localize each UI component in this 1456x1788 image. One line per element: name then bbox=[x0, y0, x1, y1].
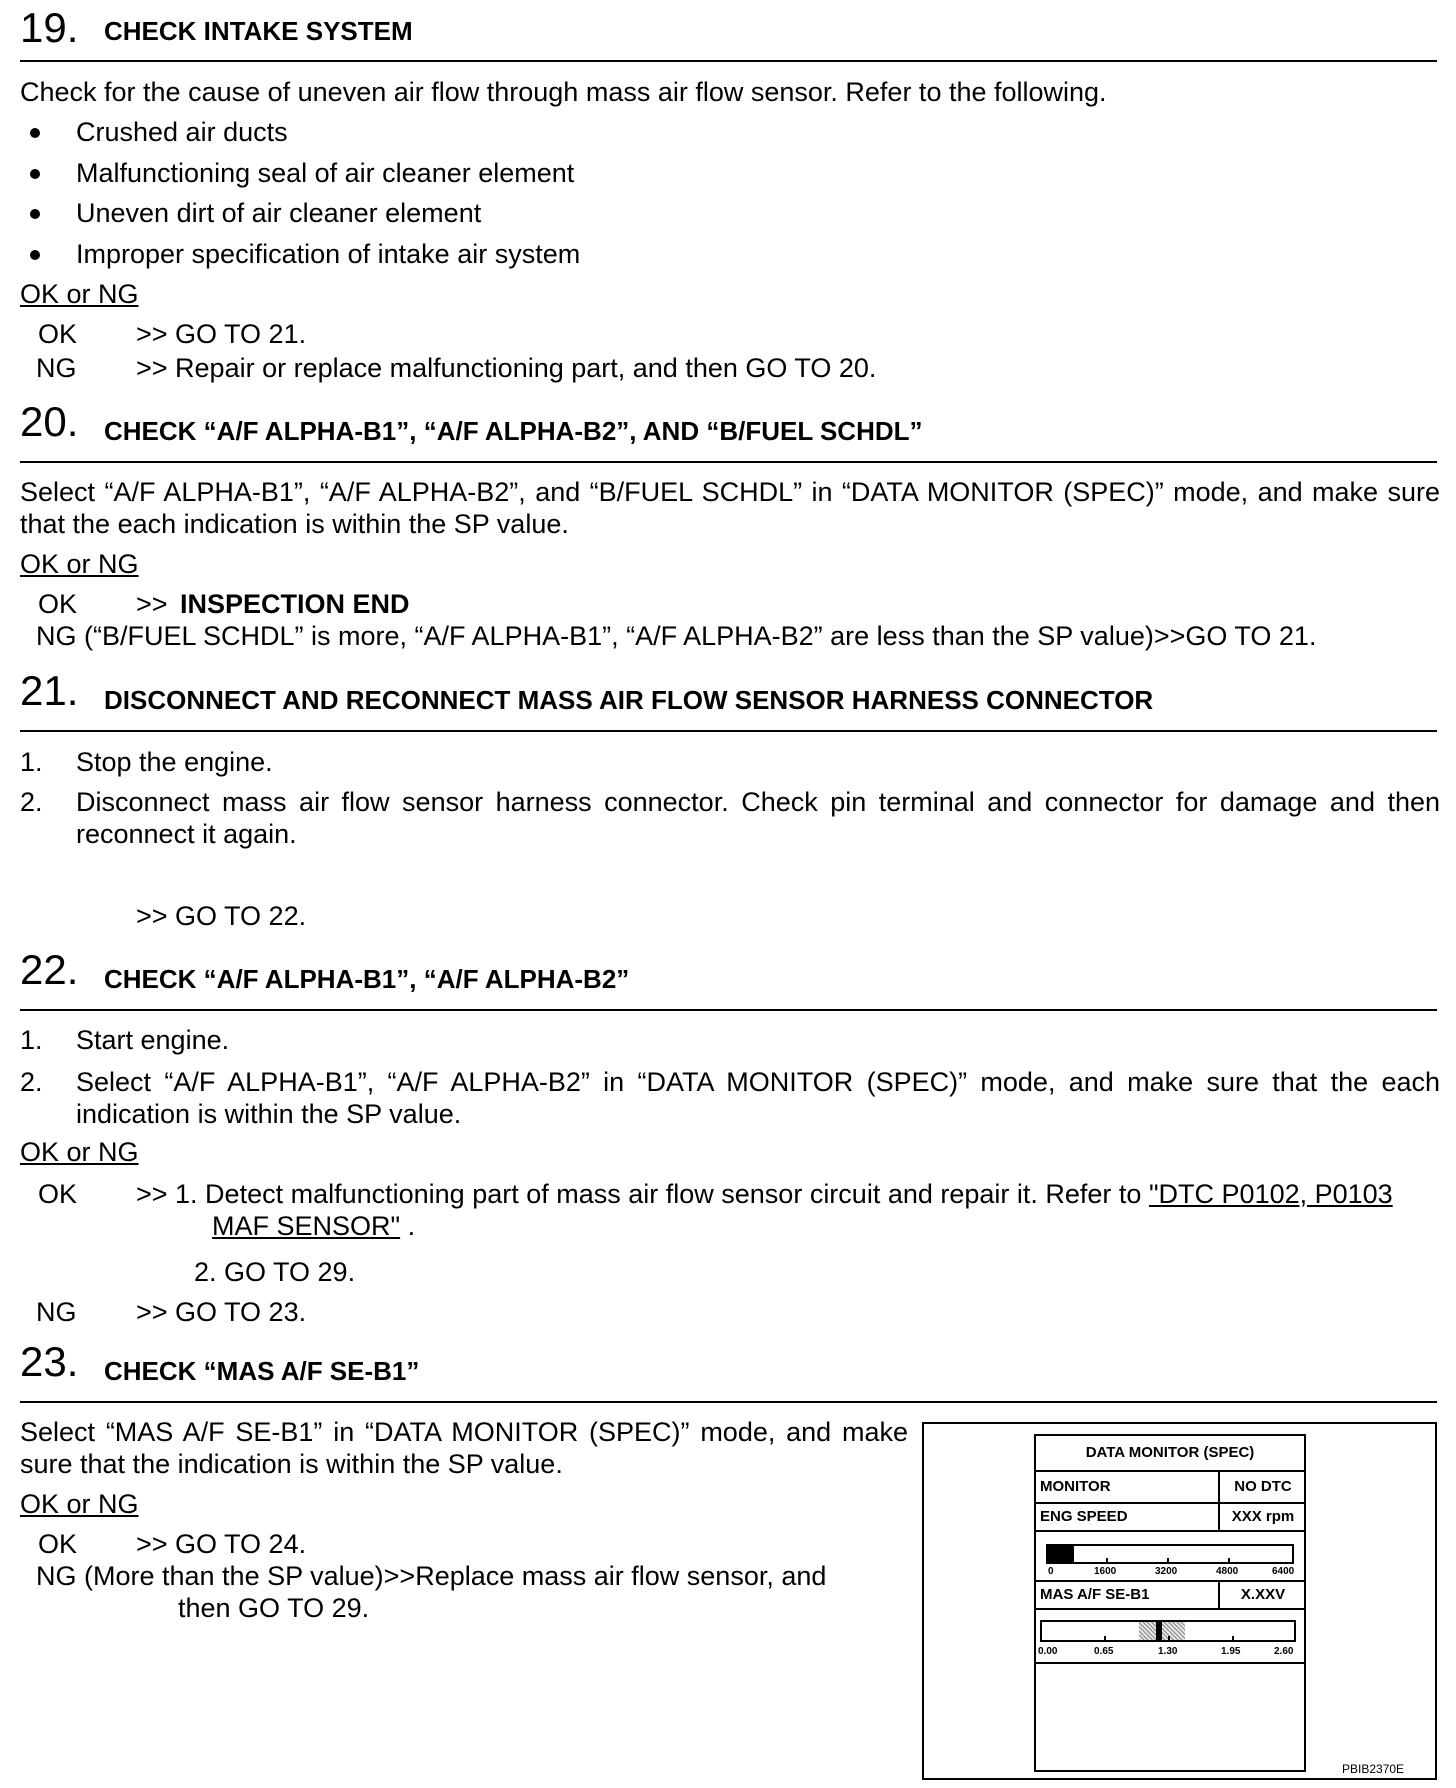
ok-result-period: . bbox=[407, 1211, 416, 1241]
list-item: Select “A/F ALPHA-B1”, “A/F ALPHA-B2” in “DATA MONITOR (SPEC)” mode, and make sure that the each indication is within the SP value. bbox=[76, 1067, 1440, 1129]
bullet-dot bbox=[30, 250, 40, 260]
ok-result bbox=[136, 1178, 1412, 1242]
dtc-status: NO DTC bbox=[1218, 1472, 1306, 1502]
ok-or-ng-heading: OK or NG bbox=[20, 549, 139, 579]
bullet-dot bbox=[30, 169, 40, 179]
step-20-number: 20. bbox=[20, 398, 79, 445]
scale-label: 3200 bbox=[1155, 1566, 1178, 1577]
monitor-header-row bbox=[1036, 1472, 1304, 1504]
scale-label: 1.30 bbox=[1158, 1646, 1178, 1657]
scale-label: 1.95 bbox=[1221, 1646, 1241, 1657]
ok-arrow: >> bbox=[136, 589, 168, 619]
gauge-tick bbox=[1167, 1558, 1169, 1564]
scale-label: 1600 bbox=[1094, 1566, 1117, 1577]
mas-af-label: MAS A/F SE-B1 bbox=[1040, 1586, 1150, 1603]
dtc-p0102-p0103-link[interactable]: "DTC P0102, P0103 MAF SENSOR" bbox=[212, 1179, 1393, 1241]
section-divider bbox=[20, 1401, 1437, 1403]
ng-result: NG (More than the SP value)>>Replace mass air flow sensor, and bbox=[36, 1561, 827, 1591]
step-20-body: Select “A/F ALPHA-B1”, “A/F ALPHA-B2”, and “B/FUEL SCHDL” in “DATA MONITOR (SPEC)” mode, and make sure that the each indication is within the SP value. bbox=[20, 477, 1440, 539]
step-19-intro: Check for the cause of uneven air flow through mass air flow sensor. Refer to the following. bbox=[20, 77, 1107, 107]
list-number: 2. bbox=[20, 787, 43, 817]
gauge-tick bbox=[1168, 1636, 1170, 1642]
step-23-title: CHECK “MAS A/F SE-B1” bbox=[104, 1356, 420, 1386]
step-22-number: 22. bbox=[20, 946, 79, 993]
gauge-tick bbox=[1228, 1558, 1230, 1564]
bullet-item: Crushed air ducts bbox=[76, 117, 288, 147]
section-divider bbox=[20, 1009, 1437, 1011]
ng-result: >> GO TO 23. bbox=[136, 1297, 307, 1327]
section-divider bbox=[20, 730, 1437, 732]
figure-code: PBIB2370E bbox=[1342, 1762, 1405, 1776]
ng-result: NG (“B/FUEL SCHDL” is more, “A/F ALPHA-B1”, “A/F ALPHA-B2” are less than the SP value)>>GO TO 21. bbox=[36, 621, 1317, 651]
ng-result: >> Repair or replace malfunctioning part, and then GO TO 20. bbox=[136, 353, 877, 383]
scale-label: 6400 bbox=[1272, 1566, 1295, 1577]
eng-speed-bar-gauge bbox=[1046, 1544, 1294, 1564]
step-22-title: CHECK “A/F ALPHA-B1”, “A/F ALPHA-B2” bbox=[104, 964, 630, 994]
ok-label: OK bbox=[38, 1179, 78, 1209]
data-monitor-screen bbox=[1034, 1434, 1306, 1772]
scale-label: 2.60 bbox=[1274, 1646, 1294, 1657]
step-20-title: CHECK “A/F ALPHA-B1”, “A/F ALPHA-B2”, AND “B/FUEL SCHDL” bbox=[104, 416, 923, 446]
bullet-dot bbox=[30, 209, 40, 219]
bullet-item: Improper specification of intake air system bbox=[76, 239, 581, 269]
step-19-title: CHECK INTAKE SYSTEM bbox=[104, 16, 413, 46]
ok-result-step2: 2. GO TO 29. bbox=[194, 1257, 356, 1287]
monitor-column-label: MONITOR bbox=[1040, 1478, 1111, 1495]
ok-or-ng-heading: OK or NG bbox=[20, 1489, 139, 1519]
scale-label: 4800 bbox=[1216, 1566, 1239, 1577]
scale-label: 0.00 bbox=[1038, 1646, 1058, 1657]
step-19-number: 19. bbox=[20, 4, 79, 51]
list-number: 2. bbox=[20, 1067, 43, 1097]
ng-label: NG bbox=[36, 353, 77, 383]
ok-result: >> GO TO 24. bbox=[136, 1529, 307, 1559]
list-number: 1. bbox=[20, 747, 43, 777]
monitor-row-mas-af bbox=[1036, 1582, 1304, 1610]
scale-label: 0 bbox=[1048, 1566, 1054, 1577]
bullet-item: Uneven dirt of air cleaner element bbox=[76, 198, 482, 228]
monitor-row-eng-speed bbox=[1036, 1504, 1304, 1532]
eng-speed-bar-fill bbox=[1048, 1546, 1074, 1562]
mas-af-value: X.XXV bbox=[1218, 1582, 1306, 1608]
list-number: 1. bbox=[20, 1025, 43, 1055]
eng-speed-value: XXX rpm bbox=[1218, 1504, 1306, 1530]
eng-speed-gauge-area bbox=[1036, 1532, 1304, 1582]
step-23-body: Select “MAS A/F SE-B1” in “DATA MONITOR (SPEC)” mode, and make sure that the indication is within the SP value. bbox=[20, 1417, 908, 1479]
ng-label: NG bbox=[36, 1297, 77, 1327]
ok-result-text: >> 1. Detect malfunctioning part of mass air flow sensor circuit and repair it. Refer to bbox=[136, 1179, 1142, 1209]
sp-range-band bbox=[1139, 1622, 1185, 1640]
ok-result: INSPECTION END bbox=[180, 589, 410, 619]
ok-or-ng-heading: OK or NG bbox=[20, 1137, 139, 1167]
gauge-tick bbox=[1232, 1636, 1234, 1642]
section-divider bbox=[20, 461, 1437, 463]
list-item: Start engine. bbox=[76, 1025, 230, 1055]
monitor-title: DATA MONITOR (SPEC) bbox=[1036, 1436, 1304, 1472]
step-21-title: DISCONNECT AND RECONNECT MASS AIR FLOW SENSOR HARNESS CONNECTOR bbox=[104, 685, 1154, 715]
gauge-tick bbox=[1104, 1636, 1106, 1642]
mas-af-gauge-area bbox=[1036, 1610, 1304, 1664]
section-divider bbox=[20, 60, 1437, 62]
goto-result: >> GO TO 22. bbox=[136, 901, 307, 931]
bullet-item: Malfunctioning seal of air cleaner element bbox=[76, 158, 575, 188]
ok-result: >> GO TO 21. bbox=[136, 319, 307, 349]
scale-label: 0.65 bbox=[1094, 1646, 1114, 1657]
gauge-tick bbox=[1106, 1558, 1108, 1564]
ok-label: OK bbox=[38, 589, 78, 619]
ok-label: OK bbox=[38, 1529, 78, 1559]
step-21-number: 21. bbox=[20, 667, 79, 714]
bullet-dot bbox=[30, 128, 40, 138]
ok-or-ng-heading: OK or NG bbox=[20, 279, 139, 309]
ok-label: OK bbox=[38, 319, 78, 349]
step-23-number: 23. bbox=[20, 1338, 79, 1385]
ng-result-continued: then GO TO 29. bbox=[178, 1593, 370, 1623]
eng-speed-label: ENG SPEED bbox=[1040, 1508, 1128, 1525]
list-item: Disconnect mass air flow sensor harness connector. Check pin terminal and connector for damage and then reconnect it again. bbox=[76, 787, 1440, 849]
list-item: Stop the engine. bbox=[76, 747, 273, 777]
mas-af-indicator bbox=[1156, 1622, 1162, 1640]
